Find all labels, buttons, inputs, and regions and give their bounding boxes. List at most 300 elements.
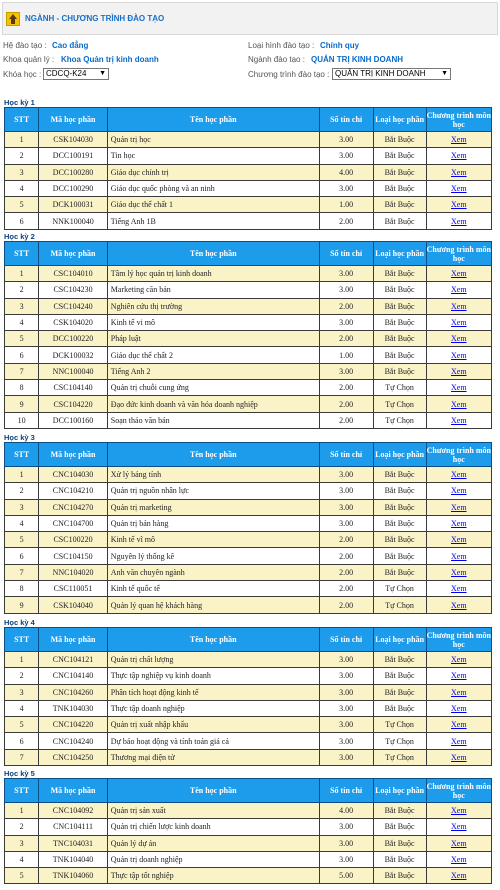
column-header-chuong-trinh: Chương trình môn học <box>426 779 491 803</box>
cell-stt: 10 <box>5 412 39 428</box>
chuong-trinh-selected: QUẢN TRỊ KINH DOANH <box>335 69 426 78</box>
cell-loai-hoc-phan: Bắt Buộc <box>373 314 426 330</box>
cell-ma-hoc-phan: DCC100191 <box>39 148 108 164</box>
view-syllabus-link[interactable]: Xem <box>426 749 491 765</box>
view-syllabus-link[interactable]: Xem <box>426 483 491 499</box>
cell-stt: 2 <box>5 148 39 164</box>
he-dao-tao-value: Cao đẳng <box>52 41 89 50</box>
cell-ma-hoc-phan: CNC104240 <box>39 733 108 749</box>
cell-stt: 6 <box>5 548 39 564</box>
cell-ma-hoc-phan: CSC104140 <box>39 380 108 396</box>
view-syllabus-link[interactable]: Xem <box>426 148 491 164</box>
cell-ma-hoc-phan: DCC100160 <box>39 412 108 428</box>
view-syllabus-link[interactable]: Xem <box>426 851 491 867</box>
cell-ten-hoc-phan: Kinh tế quốc tế <box>107 581 319 597</box>
cell-so-tin-chi: 4.00 <box>319 803 373 819</box>
cell-ma-hoc-phan: CNC104700 <box>39 515 108 531</box>
cell-stt: 4 <box>5 851 39 867</box>
column-header-stt: STT <box>5 108 39 132</box>
cell-stt: 5 <box>5 331 39 347</box>
view-syllabus-link[interactable]: Xem <box>426 347 491 363</box>
loai-hinh-value: Chính quy <box>320 41 360 50</box>
cell-ten-hoc-phan: Quản trị marketing <box>107 499 319 515</box>
cell-ma-hoc-phan: CNC104220 <box>39 717 108 733</box>
cell-loai-hoc-phan: Bắt Buộc <box>373 331 426 347</box>
table-row <box>5 180 492 196</box>
cell-ma-hoc-phan: CSK104020 <box>39 314 108 330</box>
chevron-down-icon: ▼ <box>99 70 106 77</box>
cell-loai-hoc-phan: Bắt Buộc <box>373 564 426 580</box>
table-header <box>5 779 492 803</box>
cell-ma-hoc-phan: CNC104270 <box>39 499 108 515</box>
cell-loai-hoc-phan: Tự Chọn <box>373 380 426 396</box>
view-syllabus-link[interactable]: Xem <box>426 803 491 819</box>
view-syllabus-link[interactable]: Xem <box>426 298 491 314</box>
cell-loai-hoc-phan: Tự Chọn <box>373 597 426 613</box>
column-header-so-tin-chi: Số tín chỉ <box>319 242 373 266</box>
cell-loai-hoc-phan: Bắt Buộc <box>373 868 426 884</box>
view-syllabus-link[interactable]: Xem <box>426 733 491 749</box>
cell-ten-hoc-phan: Thương mại điện tử <box>107 749 319 765</box>
table-row <box>5 483 492 499</box>
column-header-so-tin-chi: Số tín chỉ <box>319 628 373 652</box>
cell-stt: 2 <box>5 668 39 684</box>
khoa-quan-ly-value: Khoa Quản trị kinh doanh <box>61 55 159 64</box>
column-header-ten-hoc-phan: Tên học phần <box>107 443 319 467</box>
cell-stt: 1 <box>5 132 39 148</box>
cell-stt: 6 <box>5 347 39 363</box>
home-icon[interactable] <box>6 12 20 26</box>
cell-stt: 7 <box>5 564 39 580</box>
cell-loai-hoc-phan: Bắt Buộc <box>373 819 426 835</box>
table-row <box>5 148 492 164</box>
cell-loai-hoc-phan: Bắt Buộc <box>373 483 426 499</box>
cell-loai-hoc-phan: Bắt Buộc <box>373 132 426 148</box>
column-header-ma-hoc-phan: Mã học phần <box>39 628 108 652</box>
cell-ten-hoc-phan: Thực tập tốt nghiệp <box>107 868 319 884</box>
cell-loai-hoc-phan: Bắt Buộc <box>373 684 426 700</box>
course-table <box>4 107 492 230</box>
chuong-trinh-select[interactable] <box>332 68 451 80</box>
khoa-hoc-selected: CDCQ-K24 <box>46 69 87 78</box>
table-row <box>5 819 492 835</box>
cell-loai-hoc-phan: Bắt Buộc <box>373 835 426 851</box>
nganh-value: QUẢN TRỊ KINH DOANH <box>311 55 403 64</box>
cell-ten-hoc-phan: Phân tích hoạt động kinh tế <box>107 684 319 700</box>
view-syllabus-link[interactable]: Xem <box>426 868 491 884</box>
semester-title: Học kỳ 3 <box>4 433 35 442</box>
cell-loai-hoc-phan: Bắt Buộc <box>373 851 426 867</box>
view-syllabus-link[interactable]: Xem <box>426 548 491 564</box>
cell-so-tin-chi: 2.00 <box>319 298 373 314</box>
cell-so-tin-chi: 3.00 <box>319 835 373 851</box>
table-row <box>5 412 492 428</box>
cell-loai-hoc-phan: Bắt Buộc <box>373 467 426 483</box>
cell-loai-hoc-phan: Tự Chọn <box>373 733 426 749</box>
cell-loai-hoc-phan: Bắt Buộc <box>373 532 426 548</box>
column-header-chuong-trinh: Chương trình môn học <box>426 242 491 266</box>
semester-title: Học kỳ 2 <box>4 232 35 241</box>
column-header-loai-hoc-phan: Loại học phần <box>373 242 426 266</box>
cell-stt: 9 <box>5 597 39 613</box>
column-header-loai-hoc-phan: Loại học phần <box>373 628 426 652</box>
table-row <box>5 331 492 347</box>
column-header-chuong-trinh: Chương trình môn học <box>426 443 491 467</box>
cell-ten-hoc-phan: Quản trị chuỗi cung ứng <box>107 380 319 396</box>
column-header-ma-hoc-phan: Mã học phần <box>39 242 108 266</box>
cell-so-tin-chi: 3.00 <box>319 282 373 298</box>
table-row <box>5 499 492 515</box>
cell-loai-hoc-phan: Bắt Buộc <box>373 515 426 531</box>
cell-loai-hoc-phan: Tự Chọn <box>373 717 426 733</box>
cell-stt: 1 <box>5 467 39 483</box>
cell-loai-hoc-phan: Bắt Buộc <box>373 282 426 298</box>
table-row <box>5 197 492 213</box>
view-syllabus-link[interactable]: Xem <box>426 331 491 347</box>
cell-ten-hoc-phan: Soạn thảo văn bản <box>107 412 319 428</box>
table-row <box>5 548 492 564</box>
cell-stt: 1 <box>5 803 39 819</box>
cell-so-tin-chi: 3.00 <box>319 363 373 379</box>
cell-ten-hoc-phan: Anh văn chuyên ngành <box>107 564 319 580</box>
cell-stt: 3 <box>5 684 39 700</box>
cell-stt: 5 <box>5 532 39 548</box>
view-syllabus-link[interactable]: Xem <box>426 164 491 180</box>
semester-title: Học kỳ 5 <box>4 769 35 778</box>
cell-so-tin-chi: 2.00 <box>319 213 373 229</box>
table-row <box>5 668 492 684</box>
view-syllabus-link[interactable]: Xem <box>426 213 491 229</box>
table-row <box>5 380 492 396</box>
cell-ten-hoc-phan: Quản trị nguồn nhân lực <box>107 483 319 499</box>
cell-loai-hoc-phan: Bắt Buộc <box>373 180 426 196</box>
cell-ma-hoc-phan: DCC100290 <box>39 180 108 196</box>
view-syllabus-link[interactable]: Xem <box>426 819 491 835</box>
table-row <box>5 515 492 531</box>
cell-ma-hoc-phan: NNK100040 <box>39 213 108 229</box>
cell-ma-hoc-phan: DCC100220 <box>39 331 108 347</box>
column-header-ten-hoc-phan: Tên học phần <box>107 242 319 266</box>
column-header-loai-hoc-phan: Loại học phần <box>373 443 426 467</box>
cell-ten-hoc-phan: Tin học <box>107 148 319 164</box>
view-syllabus-link[interactable]: Xem <box>426 314 491 330</box>
cell-loai-hoc-phan: Bắt Buộc <box>373 266 426 282</box>
view-syllabus-link[interactable]: Xem <box>426 467 491 483</box>
cell-ma-hoc-phan: NNC100040 <box>39 363 108 379</box>
cell-ten-hoc-phan: Giáo dục thể chất 1 <box>107 197 319 213</box>
cell-ma-hoc-phan: CNC104140 <box>39 668 108 684</box>
cell-ma-hoc-phan: CSC104230 <box>39 282 108 298</box>
column-header-stt: STT <box>5 242 39 266</box>
column-header-ten-hoc-phan: Tên học phần <box>107 628 319 652</box>
cell-loai-hoc-phan: Bắt Buộc <box>373 652 426 668</box>
view-syllabus-link[interactable]: Xem <box>426 564 491 580</box>
cell-stt: 5 <box>5 868 39 884</box>
cell-ten-hoc-phan: Đạo đức kinh doanh và văn hóa doanh nghiệp <box>107 396 319 412</box>
column-header-so-tin-chi: Số tín chỉ <box>319 443 373 467</box>
cell-stt: 2 <box>5 483 39 499</box>
column-header-chuong-trinh: Chương trình môn học <box>426 108 491 132</box>
cell-ma-hoc-phan: TNK104060 <box>39 868 108 884</box>
cell-stt: 3 <box>5 499 39 515</box>
course-table <box>4 627 492 766</box>
table-row <box>5 684 492 700</box>
chevron-down-icon: ▼ <box>441 70 448 77</box>
cell-ten-hoc-phan: Thực tập doanh nghiệp <box>107 700 319 716</box>
column-header-loai-hoc-phan: Loại học phần <box>373 779 426 803</box>
cell-so-tin-chi: 3.00 <box>319 132 373 148</box>
khoa-quan-ly-label: Khoa quản lý : <box>3 55 55 64</box>
cell-ten-hoc-phan: Giáo dục chính trị <box>107 164 319 180</box>
cell-ten-hoc-phan: Quản trị chiến lược kinh doanh <box>107 819 319 835</box>
cell-ma-hoc-phan: TNC104031 <box>39 835 108 851</box>
cell-loai-hoc-phan: Bắt Buộc <box>373 363 426 379</box>
table-row <box>5 396 492 412</box>
table-header <box>5 628 492 652</box>
cell-loai-hoc-phan: Bắt Buộc <box>373 499 426 515</box>
table-row <box>5 749 492 765</box>
cell-ma-hoc-phan: TNK104030 <box>39 700 108 716</box>
cell-ma-hoc-phan: DCK100031 <box>39 197 108 213</box>
column-header-ma-hoc-phan: Mã học phần <box>39 779 108 803</box>
cell-loai-hoc-phan: Tự Chọn <box>373 749 426 765</box>
cell-ma-hoc-phan: CNC104092 <box>39 803 108 819</box>
view-syllabus-link[interactable]: Xem <box>426 180 491 196</box>
view-syllabus-link[interactable]: Xem <box>426 532 491 548</box>
cell-ma-hoc-phan: CNC104210 <box>39 483 108 499</box>
cell-so-tin-chi: 3.00 <box>319 148 373 164</box>
cell-ten-hoc-phan: Pháp luật <box>107 331 319 347</box>
cell-ma-hoc-phan: CSC104150 <box>39 548 108 564</box>
column-header-so-tin-chi: Số tín chỉ <box>319 779 373 803</box>
view-syllabus-link[interactable]: Xem <box>426 412 491 428</box>
cell-loai-hoc-phan: Bắt Buộc <box>373 548 426 564</box>
cell-stt: 1 <box>5 266 39 282</box>
column-header-so-tin-chi: Số tín chỉ <box>319 108 373 132</box>
cell-stt: 5 <box>5 197 39 213</box>
table-row <box>5 347 492 363</box>
view-syllabus-link[interactable]: Xem <box>426 499 491 515</box>
view-syllabus-link[interactable]: Xem <box>426 700 491 716</box>
cell-ten-hoc-phan: Quản trị chất lượng <box>107 652 319 668</box>
cell-ten-hoc-phan: Tâm lý học quản trị kinh doanh <box>107 266 319 282</box>
course-table <box>4 778 492 884</box>
cell-stt: 8 <box>5 380 39 396</box>
view-syllabus-link[interactable]: Xem <box>426 717 491 733</box>
cell-so-tin-chi: 3.00 <box>319 717 373 733</box>
table-row <box>5 597 492 613</box>
view-syllabus-link[interactable]: Xem <box>426 835 491 851</box>
cell-stt: 3 <box>5 298 39 314</box>
cell-so-tin-chi: 2.00 <box>319 548 373 564</box>
table-row <box>5 868 492 884</box>
page-header <box>2 2 498 35</box>
cell-so-tin-chi: 3.00 <box>319 668 373 684</box>
cell-stt: 5 <box>5 717 39 733</box>
cell-ma-hoc-phan: NNC104020 <box>39 564 108 580</box>
loai-hinh-label: Loại hình đào tạo : <box>248 41 315 50</box>
column-header-chuong-trinh: Chương trình môn học <box>426 628 491 652</box>
cell-ten-hoc-phan: Quản trị bán hàng <box>107 515 319 531</box>
table-row <box>5 564 492 580</box>
cell-ten-hoc-phan: Quản trị học <box>107 132 319 148</box>
cell-ten-hoc-phan: Marketing căn bản <box>107 282 319 298</box>
cell-loai-hoc-phan: Bắt Buộc <box>373 197 426 213</box>
cell-ma-hoc-phan: CSC100220 <box>39 532 108 548</box>
cell-ten-hoc-phan: Quản trị xuất nhập khẩu <box>107 717 319 733</box>
cell-stt: 4 <box>5 700 39 716</box>
cell-loai-hoc-phan: Bắt Buộc <box>373 164 426 180</box>
table-row <box>5 132 492 148</box>
column-header-ma-hoc-phan: Mã học phần <box>39 443 108 467</box>
cell-so-tin-chi: 3.00 <box>319 733 373 749</box>
cell-stt: 3 <box>5 835 39 851</box>
semester-title: Học kỳ 4 <box>4 618 35 627</box>
cell-loai-hoc-phan: Bắt Buộc <box>373 668 426 684</box>
course-table <box>4 442 492 614</box>
table-row <box>5 581 492 597</box>
cell-loai-hoc-phan: Bắt Buộc <box>373 298 426 314</box>
khoa-hoc-label: Khóa học : <box>3 70 42 79</box>
table-header <box>5 108 492 132</box>
cell-loai-hoc-phan: Tự Chọn <box>373 412 426 428</box>
cell-ten-hoc-phan: Giáo dục quốc phòng và an ninh <box>107 180 319 196</box>
table-row <box>5 700 492 716</box>
cell-ma-hoc-phan: CSC104240 <box>39 298 108 314</box>
cell-ten-hoc-phan: Nghiên cứu thị trường <box>107 298 319 314</box>
cell-ten-hoc-phan: Xử lý bảng tính <box>107 467 319 483</box>
cell-so-tin-chi: 3.00 <box>319 652 373 668</box>
cell-so-tin-chi: 3.00 <box>319 266 373 282</box>
column-header-stt: STT <box>5 443 39 467</box>
view-syllabus-link[interactable]: Xem <box>426 282 491 298</box>
table-header <box>5 242 492 266</box>
cell-so-tin-chi: 2.00 <box>319 412 373 428</box>
view-syllabus-link[interactable]: Xem <box>426 132 491 148</box>
cell-so-tin-chi: 2.00 <box>319 331 373 347</box>
cell-ten-hoc-phan: Kinh tế vĩ mô <box>107 532 319 548</box>
column-header-ma-hoc-phan: Mã học phần <box>39 108 108 132</box>
cell-stt: 7 <box>5 749 39 765</box>
cell-so-tin-chi: 2.00 <box>319 380 373 396</box>
cell-ma-hoc-phan: CNC104111 <box>39 819 108 835</box>
cell-so-tin-chi: 3.00 <box>319 467 373 483</box>
table-row <box>5 266 492 282</box>
cell-ma-hoc-phan: CSC104220 <box>39 396 108 412</box>
table-row <box>5 213 492 229</box>
chuong-trinh-label: Chương trình đào tạo : <box>248 70 330 79</box>
cell-ten-hoc-phan: Thực tập nghiệp vụ kinh doanh <box>107 668 319 684</box>
cell-ten-hoc-phan: Quản lý dự án <box>107 835 319 851</box>
cell-ma-hoc-phan: DCC100280 <box>39 164 108 180</box>
nganh-label: Ngành đào tạo : <box>248 55 305 64</box>
cell-so-tin-chi: 3.00 <box>319 515 373 531</box>
cell-stt: 4 <box>5 515 39 531</box>
cell-so-tin-chi: 1.00 <box>319 197 373 213</box>
cell-ma-hoc-phan: DCK100032 <box>39 347 108 363</box>
he-dao-tao-label: Hệ đào tạo : <box>3 41 47 50</box>
table-header <box>5 443 492 467</box>
table-row <box>5 467 492 483</box>
view-syllabus-link[interactable]: Xem <box>426 363 491 379</box>
table-row <box>5 835 492 851</box>
cell-so-tin-chi: 3.00 <box>319 851 373 867</box>
cell-so-tin-chi: 5.00 <box>319 868 373 884</box>
table-row <box>5 733 492 749</box>
cell-ten-hoc-phan: Quản lý quan hệ khách hàng <box>107 597 319 613</box>
cell-so-tin-chi: 3.00 <box>319 749 373 765</box>
cell-stt: 8 <box>5 581 39 597</box>
cell-ten-hoc-phan: Quản trị doanh nghiệp <box>107 851 319 867</box>
cell-ten-hoc-phan: Giáo dục thể chất 2 <box>107 347 319 363</box>
view-syllabus-link[interactable]: Xem <box>426 380 491 396</box>
column-header-ten-hoc-phan: Tên học phần <box>107 779 319 803</box>
cell-ma-hoc-phan: CSC110051 <box>39 581 108 597</box>
cell-so-tin-chi: 3.00 <box>319 180 373 196</box>
cell-ma-hoc-phan: CNC104121 <box>39 652 108 668</box>
cell-ma-hoc-phan: CNC104260 <box>39 684 108 700</box>
table-row <box>5 363 492 379</box>
view-syllabus-link[interactable]: Xem <box>426 652 491 668</box>
cell-stt: 2 <box>5 819 39 835</box>
cell-ten-hoc-phan: Quản trị sản xuất <box>107 803 319 819</box>
view-syllabus-link[interactable]: Xem <box>426 197 491 213</box>
cell-so-tin-chi: 4.00 <box>319 164 373 180</box>
cell-so-tin-chi: 3.00 <box>319 684 373 700</box>
view-syllabus-link[interactable]: Xem <box>426 396 491 412</box>
cell-loai-hoc-phan: Bắt Buộc <box>373 803 426 819</box>
table-row <box>5 164 492 180</box>
view-syllabus-link[interactable]: Xem <box>426 515 491 531</box>
cell-ma-hoc-phan: CNC104030 <box>39 467 108 483</box>
cell-so-tin-chi: 1.00 <box>319 347 373 363</box>
cell-ten-hoc-phan: Dự báo hoạt động và tính toán giá cả <box>107 733 319 749</box>
table-row <box>5 532 492 548</box>
cell-so-tin-chi: 2.00 <box>319 396 373 412</box>
cell-stt: 9 <box>5 396 39 412</box>
cell-ma-hoc-phan: CNC104250 <box>39 749 108 765</box>
cell-loai-hoc-phan: Bắt Buộc <box>373 148 426 164</box>
khoa-hoc-select[interactable] <box>43 68 109 80</box>
cell-ten-hoc-phan: Kinh tế vi mô <box>107 314 319 330</box>
cell-loai-hoc-phan: Bắt Buộc <box>373 700 426 716</box>
view-syllabus-link[interactable]: Xem <box>426 597 491 613</box>
view-syllabus-link[interactable]: Xem <box>426 266 491 282</box>
view-syllabus-link[interactable]: Xem <box>426 668 491 684</box>
cell-ma-hoc-phan: CSK104030 <box>39 132 108 148</box>
table-row <box>5 803 492 819</box>
view-syllabus-link[interactable]: Xem <box>426 581 491 597</box>
cell-ten-hoc-phan: Nguyên lý thống kê <box>107 548 319 564</box>
cell-stt: 6 <box>5 213 39 229</box>
cell-stt: 4 <box>5 180 39 196</box>
view-syllabus-link[interactable]: Xem <box>426 684 491 700</box>
cell-ma-hoc-phan: TNK104040 <box>39 851 108 867</box>
cell-so-tin-chi: 3.00 <box>319 819 373 835</box>
cell-loai-hoc-phan: Tự Chọn <box>373 581 426 597</box>
cell-ten-hoc-phan: Tiếng Anh 2 <box>107 363 319 379</box>
table-row <box>5 282 492 298</box>
table-row <box>5 314 492 330</box>
cell-so-tin-chi: 2.00 <box>319 564 373 580</box>
cell-so-tin-chi: 2.00 <box>319 581 373 597</box>
page-title: NGÀNH - CHƯƠNG TRÌNH ĐÀO TẠO <box>25 14 165 23</box>
cell-ma-hoc-phan: CSK104040 <box>39 597 108 613</box>
table-row <box>5 717 492 733</box>
column-header-stt: STT <box>5 779 39 803</box>
cell-stt: 2 <box>5 282 39 298</box>
cell-stt: 4 <box>5 314 39 330</box>
